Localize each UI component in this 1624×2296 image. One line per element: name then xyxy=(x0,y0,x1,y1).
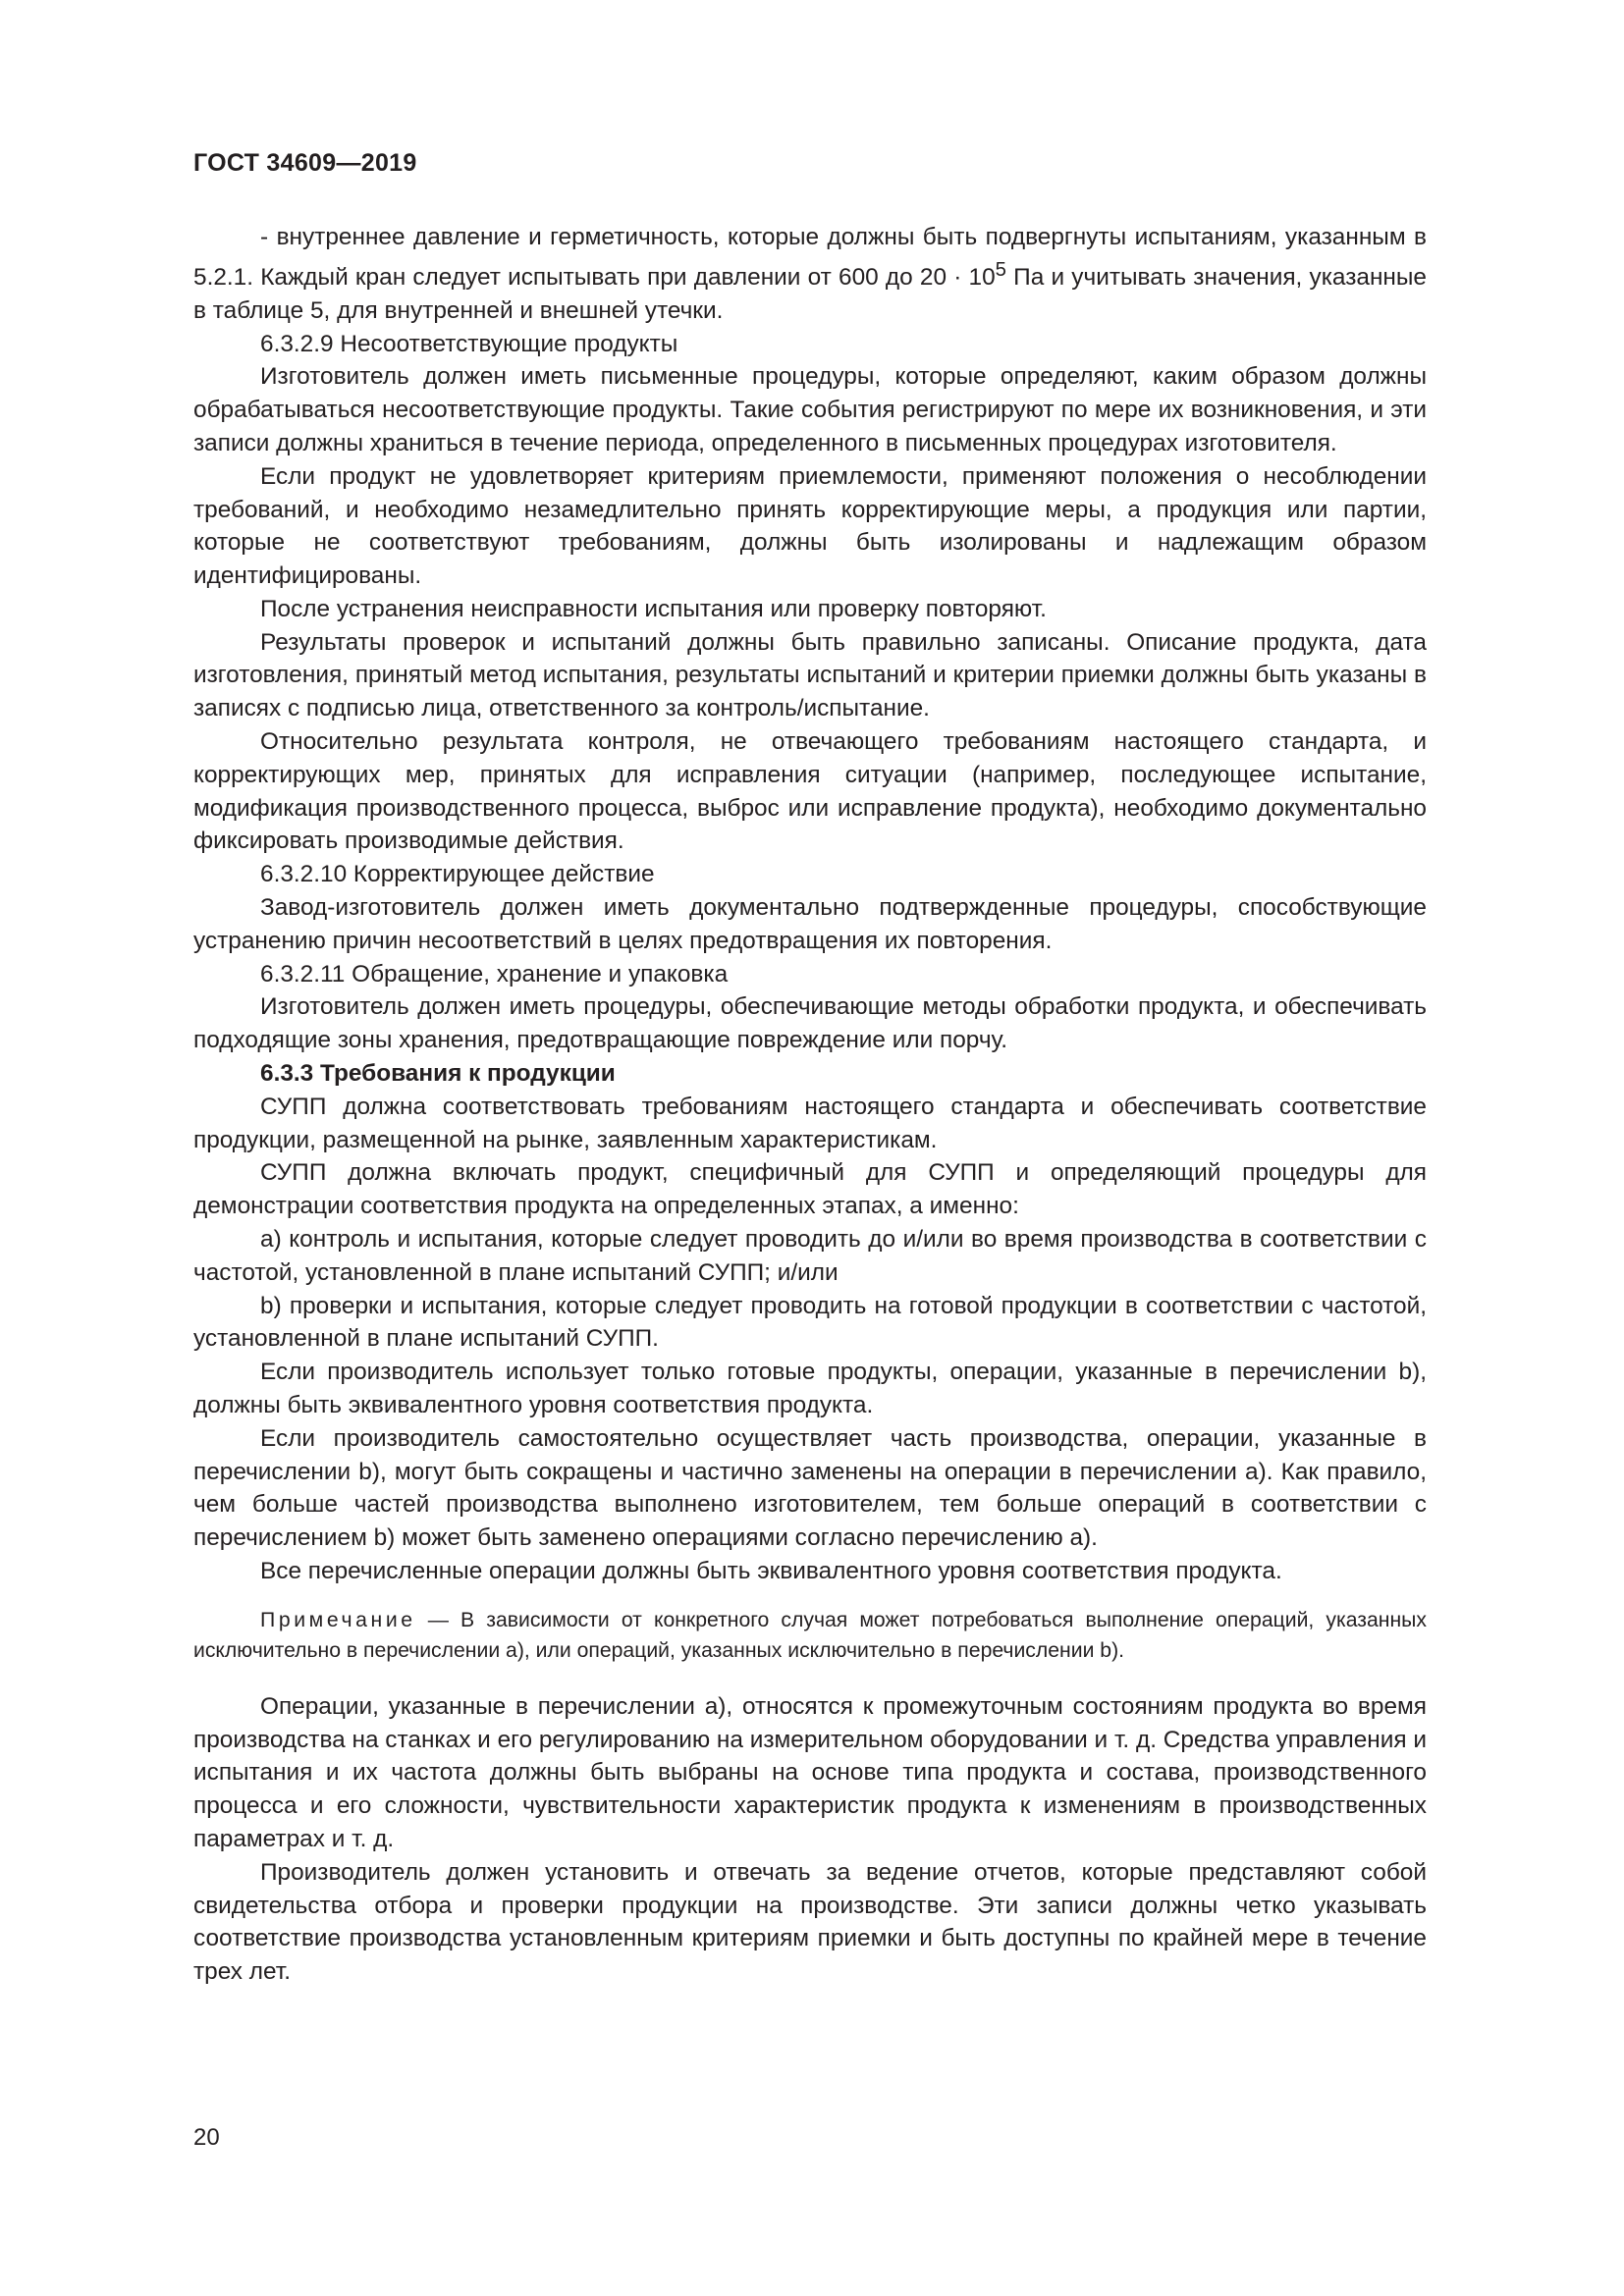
page-number: 20 xyxy=(193,2124,220,2151)
paragraph: СУПП должна включать продукт, специфичный для СУПП и определяющий процедуры для демонстрации соответствия продукта на определенных этапах, а именно: xyxy=(193,1159,1427,1220)
document-body xyxy=(193,221,1427,1989)
paragraph: Если производитель самостоятельно осуществляет часть производства, операции, указанные в перечислении b), могут быть сокращены и частично заменены на операции в перечислении a). Как правило, чем больше частей производства выполнено изготовителем, тем больше операций в соответствии с перечислением b) может быть заменено операциями согласно перечислению a). xyxy=(193,1424,1427,1552)
section-heading-6-3-2-11: 6.3.2.11 Обращение, хранение и упаковка xyxy=(260,960,729,988)
paragraph: СУПП должна соответствовать требованиям настоящего стандарта и обеспечивать соответствие продукции, размещенной на рынке, заявленным характеристикам. xyxy=(193,1093,1427,1153)
note xyxy=(193,1605,1427,1666)
section-heading-6-3-3: 6.3.3 Требования к продукции xyxy=(260,1060,616,1088)
paragraph: Если продукт не удовлетворяет критериям приемлемости, применяют положения о несоблюдении требований, и необходимо незамедлительно принять корректирующие меры, а продукция или партии, которые не соответствуют требованиям, должны быть изолированы и надлежащим образом идентифицированы. xyxy=(193,462,1427,590)
note-label: Примечание xyxy=(260,1608,416,1631)
paragraph: Результаты проверок и испытаний должны быть правильно записаны. Описание продукта, дата изготовления, принятый метод испытания, результаты испытаний и критерии приемки должны быть указаны в записях с подписью лица, ответственного за контроль/испытание. xyxy=(193,628,1427,722)
paragraph: Все перечисленные операции должны быть эквивалентного уровня соответствия продукта. xyxy=(260,1558,1282,1584)
paragraph: Производитель должен установить и отвечать за ведение отчетов, которые представляют собой свидетельства отбора и проверки продукции на производстве. Эти записи должны четко указывать соответствие производства установленным критериям приемки и быть доступны по крайней мере в течение трех лет. xyxy=(193,1858,1427,1986)
paragraph: Если производитель использует только готовые продукты, операции, указанные в перечислении b), должны быть эквивалентного уровня соответствия продукта. xyxy=(193,1359,1427,1419)
paragraph-text: - внутреннее давление и герметичность, которые должны быть подвергнуты испытаниям, указанным в 5.2.1. Каждый кран следует испытывать при давлении от 600 до 20 · 10 xyxy=(193,224,1427,291)
note-text: — В зависимости от конкретного случая может потребоваться выполнение операций, указанных исключительно в перечислении a), или операций, указанных исключительно в перечислении b). xyxy=(193,1608,1427,1662)
superscript-exponent: 5 xyxy=(995,258,1006,281)
document-header: ГОСТ 34609—2019 xyxy=(193,149,417,177)
paragraph-internal-pressure xyxy=(193,221,1427,328)
paragraph: Изготовитель должен иметь письменные процедуры, которые определяют, каким образом должны обрабатываться несоответствующие продукты. Такие события регистрируют по мере их возникновения, и эти записи должны храниться в течение периода, определенного в письменных процедурах изготовителя. xyxy=(193,363,1427,456)
paragraph-text: Па и учитывать значения, указанные в таблице 5, для внутренней и внешней утечки. xyxy=(193,263,1428,324)
paragraph: Относительно результата контроля, не отвечающего требованиям настоящего стандарта, и корректирующих мер, принятых для исправления ситуации (например, последующее испытание, модификация производственного процесса, выброс или исправление продукта), необходимо документально фиксировать производимые действия. xyxy=(193,728,1427,855)
section-heading-6-3-2-10: 6.3.2.10 Корректирующее действие xyxy=(260,861,655,888)
paragraph: Операции, указанные в перечислении a), относятся к промежуточным состояниям продукта во время производства на станках и его регулированию на измерительном оборудовании и т. д. Средства управления и испытания и их частота должны быть выбраны на основе типа продукта и состава, производственного процесса и его сложности, чувствительности характеристик продукта к изменениям в производственных параметрах и т. д. xyxy=(193,1692,1428,1852)
section-heading-6-3-2-9: 6.3.2.9 Несоответствующие продукты xyxy=(260,330,678,357)
list-item-a: a) контроль и испытания, которые следует проводить до и/или во время производства в соответствии с частотой, установленной в плане испытаний СУПП; и/или xyxy=(193,1226,1427,1286)
paragraph: Изготовитель должен иметь процедуры, обеспечивающие методы обработки продукта, и обеспечивать подходящие зоны хранения, предотвращающие повреждение или порчу. xyxy=(193,993,1427,1054)
list-item-b: b) проверки и испытания, которые следует проводить на готовой продукции в соответствии с частотой, установленной в плане испытаний СУПП. xyxy=(193,1292,1427,1353)
paragraph: Завод-изготовитель должен иметь документально подтвержденные процедуры, способствующие устранению причин несоответствий в целях предотвращения их повторения. xyxy=(193,894,1427,954)
paragraph: После устранения неисправности испытания или проверку повторяют. xyxy=(260,595,1047,622)
